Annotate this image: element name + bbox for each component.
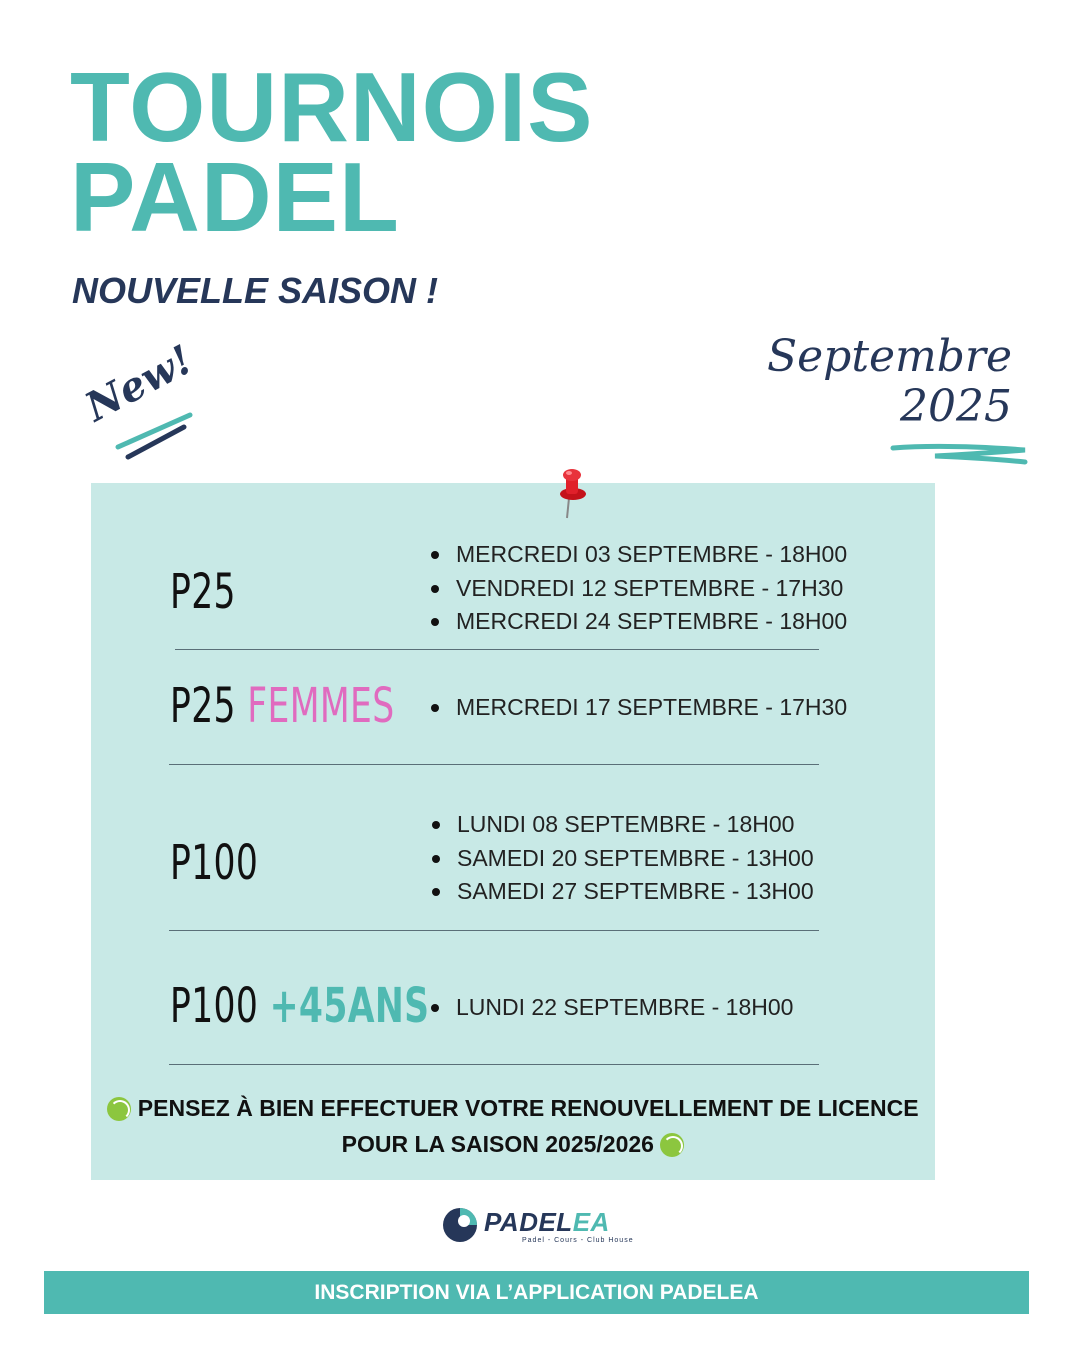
- tennis-ball-icon: [107, 1097, 131, 1121]
- page-title: [70, 52, 594, 252]
- category-name: P100: [170, 978, 259, 1034]
- date-item: SAMEDI 20 SEPTEMBRE - 13H00: [432, 842, 814, 876]
- date-list: [432, 808, 814, 909]
- category-label: [170, 678, 395, 734]
- date-item: LUNDI 22 SEPTEMBRE - 18H00: [431, 991, 793, 1025]
- logo-wordmark: PADELEA: [484, 1207, 610, 1237]
- date-item: VENDREDI 12 SEPTEMBRE - 17H30: [431, 572, 847, 606]
- date-item: MERCREDI 03 SEPTEMBRE - 18H00: [431, 538, 847, 572]
- date-list: [431, 538, 847, 639]
- category-name: P100: [170, 835, 259, 891]
- logo-tagline: Padel - Cours - Club House: [522, 1237, 634, 1244]
- divider: [169, 764, 819, 765]
- category-label: [170, 564, 236, 620]
- new-badge-strokes-icon: [77, 335, 230, 460]
- category-name: P25: [170, 678, 236, 734]
- date-list: [431, 691, 847, 725]
- date-item: SAMEDI 27 SEPTEMBRE - 13H00: [432, 875, 814, 909]
- category-label: [170, 978, 429, 1034]
- brush-underline-icon: [885, 440, 1035, 470]
- month-label: [767, 332, 1012, 432]
- padelea-logo: [440, 1205, 640, 1249]
- subtitle: NOUVELLE SAISON !: [72, 270, 439, 311]
- registration-banner: INSCRIPTION VIA L’APPLICATION PADELEA: [44, 1271, 1029, 1314]
- month-year: 2025: [900, 381, 1012, 432]
- license-notice: [91, 1090, 935, 1162]
- padel-racket-icon: [440, 1205, 480, 1245]
- date-item: MERCREDI 24 SEPTEMBRE - 18H00: [431, 605, 847, 639]
- notice-line-2: POUR LA SAISON 2025/2026: [341, 1131, 654, 1157]
- divider: [175, 649, 819, 650]
- tournament-row-p25: [91, 538, 935, 648]
- date-list: [431, 991, 793, 1025]
- tournament-row-p100: [91, 808, 935, 918]
- category-accent: FEMMES: [247, 678, 395, 734]
- date-item: LUNDI 08 SEPTEMBRE - 18H00: [432, 808, 814, 842]
- tournament-row-p25-femmes: [91, 678, 935, 748]
- title-line-2: PADEL: [70, 142, 400, 252]
- tennis-ball-icon: [660, 1133, 684, 1157]
- divider: [169, 930, 819, 931]
- notice-line-1: PENSEZ À BIEN EFFECTUER VOTRE RENOUVELLEMENT DE LICENCE: [137, 1095, 919, 1121]
- tournament-panel: [91, 483, 935, 1180]
- category-label: [170, 835, 258, 891]
- category-name: P25: [170, 564, 236, 620]
- tournament-row-p100-45ans: [91, 978, 935, 1048]
- push-pin-icon: [553, 466, 593, 520]
- new-badge: New!: [77, 335, 201, 432]
- divider: [169, 1064, 819, 1065]
- title-line-1: TOURNOIS: [70, 52, 594, 162]
- date-item: MERCREDI 17 SEPTEMBRE - 17H30: [431, 691, 847, 725]
- category-accent: +45ANS: [269, 978, 430, 1034]
- month-name: Septembre: [766, 331, 1012, 382]
